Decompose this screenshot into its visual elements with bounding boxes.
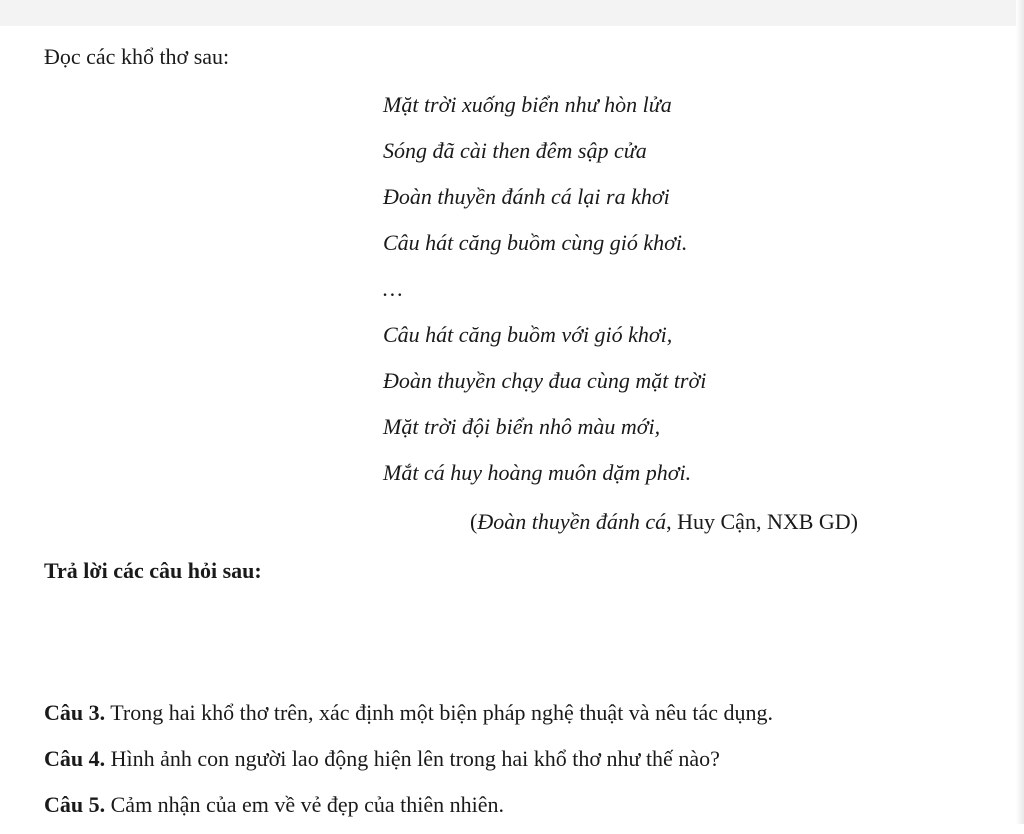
instruction-heading: Trả lời các câu hỏi sau: xyxy=(44,558,262,583)
poem-line: Mặt trời xuống biển như hòn lửa xyxy=(383,92,672,117)
poem-line: Sóng đã cài then đêm sập cửa xyxy=(383,138,647,163)
intro-heading: Đọc các khổ thơ sau: xyxy=(44,44,230,69)
question-label: Câu 4. xyxy=(44,746,106,771)
question-text: Cảm nhận của em về vẻ đẹp của thiên nhiên. xyxy=(105,792,505,817)
question-label: Câu 5. xyxy=(44,792,106,817)
question-item xyxy=(44,742,773,788)
poem-line: Mặt trời đội biển nhô màu mới, xyxy=(383,414,661,439)
question-text: Hình ảnh con người lao động hiện lên trong hai khổ thơ như thế nào? xyxy=(105,746,720,771)
top-band xyxy=(0,0,1024,26)
poem xyxy=(383,87,706,501)
question-item xyxy=(44,696,773,742)
citation-open: ( xyxy=(470,509,478,534)
question-item xyxy=(44,788,773,834)
citation-title: Đoàn thuyền đánh cá xyxy=(477,509,667,534)
page-edge-shadow xyxy=(1016,0,1024,824)
poem-line: Đoàn thuyền đánh cá lại ra khơi xyxy=(383,184,670,209)
poem-line: Câu hát căng buồm với gió khơi, xyxy=(383,322,673,347)
poem-ellipsis: … xyxy=(383,276,403,301)
question-label: Câu 3. xyxy=(44,700,106,725)
question-text: Trong hai khổ thơ trên, xác định một biện pháp nghệ thuật và nêu tác dụng. xyxy=(105,700,773,725)
poem-line: Mắt cá huy hoàng muôn dặm phơi. xyxy=(383,460,692,485)
poem-line: Đoàn thuyền chạy đua cùng mặt trời xyxy=(383,368,707,393)
citation xyxy=(470,509,858,535)
citation-rest: , Huy Cận, NXB GD) xyxy=(666,509,859,534)
question-list xyxy=(44,696,773,834)
poem-line: Câu hát căng buồm cùng gió khơi. xyxy=(383,230,688,255)
